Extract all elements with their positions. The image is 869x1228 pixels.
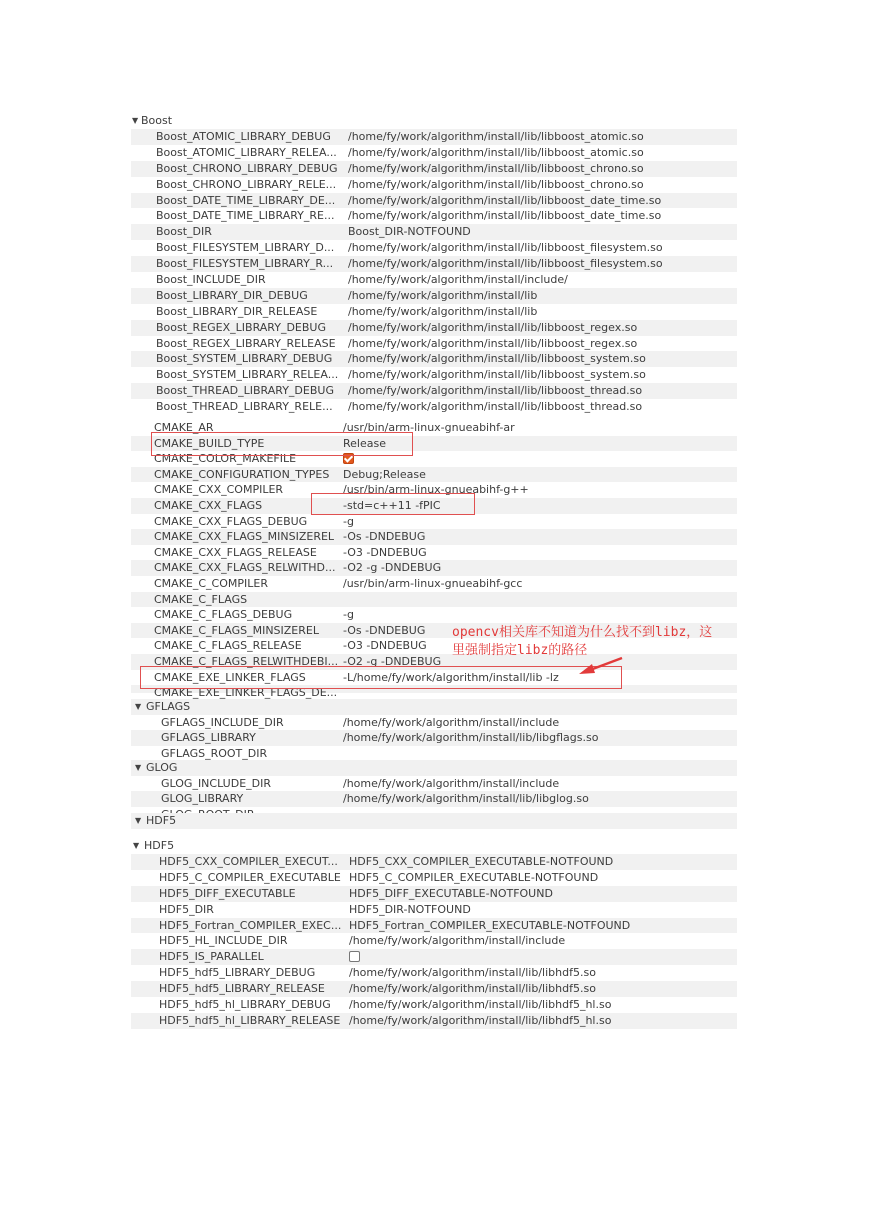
table-row[interactable] bbox=[131, 320, 737, 336]
entry-value[interactable]: /home/fy/work/algorithm/install/lib/libboost_regex.so bbox=[348, 320, 638, 334]
entry-value[interactable]: -O3 -DNDEBUG bbox=[343, 545, 427, 559]
entry-value[interactable]: -std=c++11 -fPIC bbox=[343, 498, 441, 512]
group-header-gflags[interactable] bbox=[131, 699, 737, 715]
hdf5-group bbox=[131, 838, 737, 1037]
entry-value[interactable]: /home/fy/work/algorithm/install/include bbox=[343, 777, 560, 790]
entry-name: HDF5_hdf5_LIBRARY_RELEASE bbox=[159, 982, 325, 996]
entry-value[interactable]: /home/fy/work/algorithm/install/lib bbox=[348, 304, 538, 318]
table-row[interactable] bbox=[131, 304, 737, 320]
entry-value[interactable]: /home/fy/work/algorithm/install/lib/libboost_chrono.so bbox=[348, 161, 644, 175]
highlight-build-type-box bbox=[151, 432, 413, 456]
entry-name: HDF5_HL_INCLUDE_DIR bbox=[159, 934, 288, 948]
entry-name: CMAKE_C_COMPILER bbox=[154, 576, 268, 590]
entry-value[interactable]: -Os -DNDEBUG bbox=[343, 623, 426, 637]
entry-name: CMAKE_CXX_FLAGS_DEBUG bbox=[154, 514, 308, 528]
entry-value[interactable]: /home/fy/work/algorithm/install/lib/libboost_atomic.so bbox=[348, 130, 644, 143]
entry-name: CMAKE_CONFIGURATION_TYPES bbox=[154, 467, 330, 481]
entry-name: HDF5_DIR bbox=[159, 902, 214, 916]
entry-value[interactable]: -g bbox=[343, 608, 354, 622]
expand-triangle-icon[interactable]: ▼ bbox=[135, 702, 142, 711]
entry-name: CMAKE_C_FLAGS_RELEASE bbox=[154, 639, 302, 653]
entry-name: CMAKE_C_FLAGS_MINSIZEREL bbox=[154, 623, 319, 637]
entry-value[interactable]: /home/fy/work/algorithm/install/lib/libhdf5_hl.so bbox=[349, 1013, 612, 1027]
entry-name: Boost_ATOMIC_LIBRARY_DEBUG bbox=[156, 130, 331, 143]
expand-triangle-icon[interactable]: ▼ bbox=[133, 841, 140, 850]
table-row[interactable] bbox=[131, 399, 737, 415]
table-row[interactable] bbox=[131, 467, 737, 483]
table-row[interactable] bbox=[131, 208, 737, 224]
table-row[interactable] bbox=[131, 933, 737, 949]
entry-name: Boost_DATE_TIME_LIBRARY_RE... bbox=[156, 209, 335, 223]
entry-name: Boost_DATE_TIME_LIBRARY_DE... bbox=[156, 193, 336, 207]
entry-name: CMAKE_CXX_FLAGS_RELWITHD... bbox=[154, 561, 336, 575]
annotation-line-2: 里强制指定libz的路径 bbox=[452, 643, 588, 658]
table-row[interactable] bbox=[131, 129, 737, 145]
entry-name: GFLAGS_LIBRARY bbox=[161, 731, 256, 745]
gflags-group bbox=[131, 699, 737, 761]
entry-value[interactable]: /usr/bin/arm-linux-gnueabihf-ar bbox=[343, 421, 515, 434]
table-row[interactable] bbox=[131, 607, 737, 623]
group-label: HDF5 bbox=[144, 839, 175, 852]
entry-value[interactable]: -L/home/fy/work/algorithm/install/lib -lz bbox=[343, 670, 559, 684]
entry-name: CMAKE_CXX_FLAGS_RELEASE bbox=[154, 545, 317, 559]
entry-name: Boost_LIBRARY_DIR_RELEASE bbox=[156, 304, 318, 318]
entry-value[interactable]: /home/fy/work/algorithm/install/lib/libboost_chrono.so bbox=[348, 177, 644, 191]
group-header-glog[interactable] bbox=[131, 760, 737, 776]
entry-value[interactable]: /home/fy/work/algorithm/install/lib/libglog.so bbox=[343, 792, 589, 806]
entry-name: Boost_REGEX_LIBRARY_DEBUG bbox=[156, 320, 326, 334]
table-row[interactable] bbox=[131, 746, 737, 761]
entry-value[interactable]: HDF5_Fortran_COMPILER_EXECUTABLE-NOTFOUND bbox=[349, 918, 631, 932]
entry-value[interactable]: -O2 -g -DNDEBUG bbox=[343, 561, 442, 575]
table-row[interactable] bbox=[131, 145, 737, 161]
entry-name: CMAKE_COLOR_MAKEFILE bbox=[154, 452, 297, 466]
table-row[interactable] bbox=[131, 886, 737, 902]
expand-triangle-icon[interactable]: ▼ bbox=[135, 763, 142, 772]
table-row[interactable] bbox=[131, 336, 737, 352]
boost-group bbox=[131, 113, 737, 415]
entry-value[interactable]: /home/fy/work/algorithm/install/lib/libboost_filesystem.so bbox=[348, 241, 663, 255]
entry-value[interactable]: -O2 -g -DNDEBUG bbox=[343, 654, 442, 668]
table-row[interactable] bbox=[131, 870, 737, 886]
annotation-line-1: opencv相关库不知道为什么找不到libz，这 bbox=[452, 625, 713, 640]
table-row[interactable] bbox=[131, 902, 737, 918]
entry-name: CMAKE_CXX_COMPILER bbox=[154, 483, 284, 497]
entry-name: CMAKE_AR bbox=[154, 421, 214, 434]
entry-name: CMAKE_EXE_LINKER_FLAGS bbox=[154, 670, 306, 684]
entry-value[interactable]: /home/fy/work/algorithm/install/lib/libboost_system.so bbox=[348, 352, 646, 366]
entry-name: HDF5_hdf5_hl_LIBRARY_DEBUG bbox=[159, 998, 331, 1012]
table-row[interactable] bbox=[131, 776, 737, 791]
entry-name: HDF5_IS_PARALLEL bbox=[159, 950, 264, 964]
entry-value[interactable]: Release bbox=[343, 436, 386, 450]
entry-name: HDF5_hdf5_LIBRARY_DEBUG bbox=[159, 966, 316, 980]
entry-value[interactable]: /home/fy/work/algorithm/install/lib bbox=[348, 288, 538, 302]
entry-value[interactable]: /home/fy/work/algorithm/install/include/ bbox=[348, 273, 568, 287]
group-label: GLOG bbox=[146, 761, 178, 774]
group-header-hdf5[interactable] bbox=[131, 838, 737, 854]
entry-name: Boost_FILESYSTEM_LIBRARY_D... bbox=[156, 241, 335, 255]
table-row[interactable] bbox=[131, 965, 737, 981]
entry-name: CMAKE_C_FLAGS_RELWITHDEBI... bbox=[154, 654, 339, 668]
entry-name: Boost_THREAD_LIBRARY_RELE... bbox=[156, 400, 333, 414]
table-row[interactable] bbox=[131, 351, 737, 367]
table-row[interactable] bbox=[131, 367, 737, 383]
table-row[interactable] bbox=[131, 177, 737, 193]
table-row[interactable] bbox=[131, 1013, 737, 1029]
table-row[interactable] bbox=[131, 560, 737, 576]
table-row[interactable] bbox=[131, 514, 737, 530]
entry-value[interactable]: /home/fy/work/algorithm/install/lib/libboost_atomic.so bbox=[348, 145, 644, 159]
table-row[interactable] bbox=[131, 161, 737, 177]
table-row[interactable] bbox=[131, 949, 737, 965]
entry-value[interactable]: HDF5_CXX_COMPILER_EXECUTABLE-NOTFOUND bbox=[349, 855, 614, 868]
entry-value[interactable]: /home/fy/work/algorithm/install/lib/libhdf5_hl.so bbox=[349, 998, 612, 1012]
entry-value[interactable]: /home/fy/work/algorithm/install/lib/libhdf5.so bbox=[349, 966, 596, 980]
entry-name: Boost_DIR bbox=[156, 225, 212, 239]
clipped-group-header bbox=[131, 814, 737, 831]
highlight-cxx-flags-box bbox=[311, 493, 475, 515]
entry-value[interactable]: HDF5_DIR-NOTFOUND bbox=[349, 902, 471, 916]
entry-value[interactable]: /home/fy/work/algorithm/install/lib/libboost_date_time.so bbox=[348, 209, 662, 223]
entry-value[interactable]: /home/fy/work/algorithm/install/include bbox=[343, 716, 560, 729]
entry-name: HDF5_C_COMPILER_EXECUTABLE bbox=[159, 870, 341, 884]
group-label: GFLAGS bbox=[146, 700, 191, 713]
entry-name: Boost_ATOMIC_LIBRARY_RELEA... bbox=[156, 145, 337, 159]
group-label: HDF5 bbox=[146, 814, 177, 827]
entry-value[interactable]: /home/fy/work/algorithm/install/lib/libboost_thread.so bbox=[348, 400, 643, 414]
entry-name: GFLAGS_INCLUDE_DIR bbox=[161, 716, 284, 729]
table-row[interactable] bbox=[131, 240, 737, 256]
entry-name: Boost_REGEX_LIBRARY_RELEASE bbox=[156, 336, 336, 350]
entry-value[interactable]: Debug;Release bbox=[343, 467, 426, 481]
entry-value[interactable]: /home/fy/work/algorithm/install/lib/libboost_filesystem.so bbox=[348, 257, 663, 271]
table-row[interactable] bbox=[131, 224, 737, 240]
entry-name: HDF5_Fortran_COMPILER_EXEC... bbox=[159, 918, 342, 932]
entry-value[interactable]: /home/fy/work/algorithm/install/lib/libboost_regex.so bbox=[348, 336, 638, 350]
entry-name: HDF5_CXX_COMPILER_EXECUT... bbox=[159, 855, 338, 868]
entry-name: GLOG_INCLUDE_DIR bbox=[161, 777, 272, 790]
entry-value[interactable]: /home/fy/work/algorithm/install/lib/libboost_date_time.so bbox=[348, 193, 662, 207]
entry-value[interactable]: HDF5_DIFF_EXECUTABLE-NOTFOUND bbox=[349, 886, 553, 900]
is-parallel-checkbox[interactable] bbox=[349, 951, 360, 962]
entry-name: CMAKE_C_FLAGS_DEBUG bbox=[154, 608, 293, 622]
table-row[interactable] bbox=[131, 193, 737, 209]
entry-name: GFLAGS_ROOT_DIR bbox=[161, 746, 268, 760]
entry-name: Boost_SYSTEM_LIBRARY_DEBUG bbox=[156, 352, 333, 366]
entry-name: GLOG_LIBRARY bbox=[161, 792, 244, 806]
entry-value[interactable]: HDF5_C_COMPILER_EXECUTABLE-NOTFOUND bbox=[349, 870, 599, 884]
entry-name: CMAKE_CXX_FLAGS_MINSIZEREL bbox=[154, 530, 335, 544]
entry-value[interactable]: /home/fy/work/algorithm/install/lib/libgflags.so bbox=[343, 731, 599, 745]
entry-name: Boost_CHRONO_LIBRARY_DEBUG bbox=[156, 161, 338, 175]
entry-name: HDF5_hdf5_hl_LIBRARY_RELEASE bbox=[159, 1013, 341, 1027]
group-header-boost[interactable] bbox=[131, 113, 737, 129]
entry-value[interactable]: /home/fy/work/algorithm/install/lib/libboost_thread.so bbox=[348, 384, 643, 398]
entry-name: HDF5_DIFF_EXECUTABLE bbox=[159, 886, 296, 900]
table-row[interactable] bbox=[131, 272, 737, 288]
entry-name: CMAKE_BUILD_TYPE bbox=[154, 436, 265, 450]
entry-value[interactable]: /home/fy/work/algorithm/install/include bbox=[349, 934, 566, 948]
expand-triangle-icon: ▼ bbox=[135, 816, 142, 825]
table-row[interactable] bbox=[131, 529, 737, 545]
table-row[interactable] bbox=[131, 256, 737, 272]
group-label: Boost bbox=[141, 114, 173, 127]
annotation-arrow-icon bbox=[576, 655, 626, 677]
entry-value[interactable]: -Os -DNDEBUG bbox=[343, 530, 426, 544]
table-row[interactable] bbox=[131, 715, 737, 730]
entry-name: Boost_LIBRARY_DIR_DEBUG bbox=[156, 288, 308, 302]
entry-name: Boost_INCLUDE_DIR bbox=[156, 273, 266, 287]
table-row[interactable] bbox=[131, 383, 737, 399]
entry-value[interactable]: -O3 -DNDEBUG bbox=[343, 639, 427, 653]
table-row[interactable] bbox=[131, 545, 737, 561]
entry-value[interactable]: /home/fy/work/algorithm/install/lib/libboost_system.so bbox=[348, 368, 646, 382]
entry-value[interactable]: /usr/bin/arm-linux-gnueabihf-gcc bbox=[343, 576, 523, 590]
table-row[interactable] bbox=[131, 592, 737, 608]
table-row[interactable] bbox=[131, 981, 737, 997]
entry-name: Boost_CHRONO_LIBRARY_RELE... bbox=[156, 177, 337, 191]
expand-triangle-icon[interactable]: ▼ bbox=[132, 116, 139, 125]
table-row[interactable] bbox=[131, 854, 737, 870]
table-row[interactable] bbox=[131, 918, 737, 934]
entry-name: Boost_THREAD_LIBRARY_DEBUG bbox=[156, 384, 334, 398]
entry-value[interactable]: /usr/bin/arm-linux-gnueabihf-g++ bbox=[343, 483, 529, 497]
table-row[interactable] bbox=[131, 997, 737, 1013]
table-row[interactable] bbox=[131, 791, 737, 806]
entry-name: Boost_SYSTEM_LIBRARY_RELEA... bbox=[156, 368, 339, 382]
entry-value[interactable]: Boost_DIR-NOTFOUND bbox=[348, 225, 471, 239]
entry-value[interactable]: -g bbox=[343, 514, 354, 528]
highlight-linker-flags-box bbox=[140, 666, 622, 689]
table-row[interactable] bbox=[131, 288, 737, 304]
entry-value[interactable] bbox=[349, 949, 735, 965]
entry-name: Boost_FILESYSTEM_LIBRARY_R... bbox=[156, 257, 334, 271]
table-row[interactable] bbox=[131, 576, 737, 592]
table-row bbox=[131, 1029, 737, 1037]
entry-name: CMAKE_EXE_LINKER_FLAGS_DE... bbox=[154, 686, 338, 700]
entry-name: CMAKE_CXX_FLAGS bbox=[154, 498, 263, 512]
entry-name: CMAKE_C_FLAGS bbox=[154, 592, 248, 606]
entry-value[interactable]: /home/fy/work/algorithm/install/lib/libhdf5.so bbox=[349, 982, 596, 996]
table-row[interactable] bbox=[131, 730, 737, 745]
